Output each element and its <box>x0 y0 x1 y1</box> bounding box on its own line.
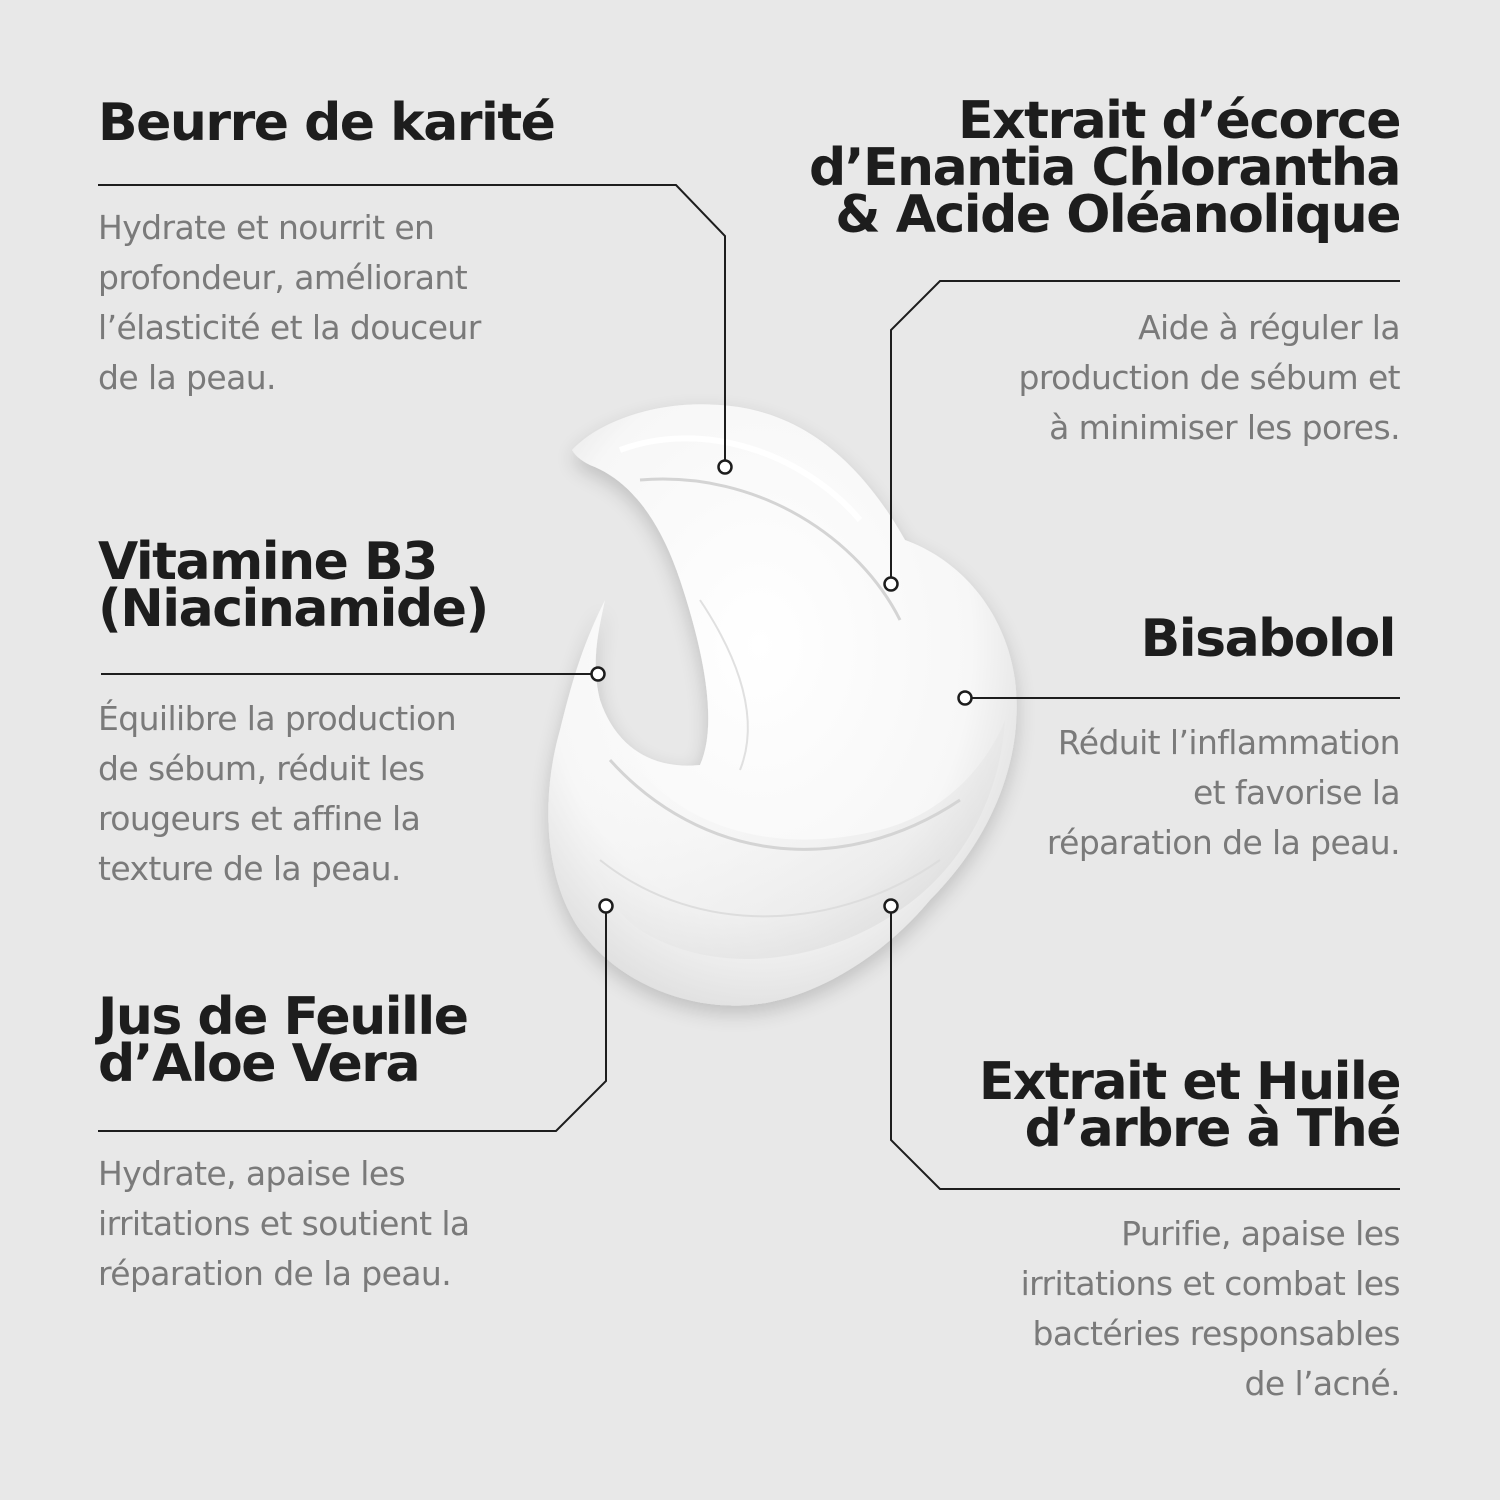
ingredient-desc-bisabolol: Réduit l’inflammation et favorise la réparation de la peau. <box>1046 723 1400 862</box>
marker-tea-tree-icon <box>885 900 898 913</box>
ingredient-desc-tea-tree: Purifie, apaise les irritations et combat les bactéries responsables de l’acné. <box>1020 1214 1400 1403</box>
ingredient-title-aloe: Jus de Feuille d’Aloe Vera <box>98 987 468 1094</box>
ingredient-title-enantia: Extrait d’écorce d’Enantia Chlorantha & Acide Oléanolique <box>809 91 1400 245</box>
ingredient-title-shea: Beurre de karité <box>98 93 555 153</box>
marker-niacinamide-icon <box>592 668 605 681</box>
marker-bisabolol-icon <box>959 692 972 705</box>
ingredient-desc-enantia: Aide à réguler la production de sébum et à minimiser les pores. <box>1018 308 1400 447</box>
marker-shea-icon <box>719 461 732 474</box>
ingredient-title-niacinamide: Vitamine B3 (Niacinamide) <box>98 532 488 639</box>
marker-aloe-icon <box>600 900 613 913</box>
ingredient-title-bisabolol: Bisabolol <box>1140 609 1395 669</box>
ingredient-desc-shea: Hydrate et nourrit en profondeur, améliorant l’élasticité et la douceur de la peau. <box>98 208 481 397</box>
ingredient-title-tea-tree: Extrait et Huile d’arbre à Thé <box>978 1052 1400 1159</box>
ingredient-desc-niacinamide: Équilibre la production de sébum, réduit les rougeurs et affine la texture de la peau. <box>98 699 457 888</box>
marker-enantia-icon <box>885 578 898 591</box>
ingredient-desc-aloe: Hydrate, apaise les irritations et soutient la réparation de la peau. <box>98 1154 470 1293</box>
